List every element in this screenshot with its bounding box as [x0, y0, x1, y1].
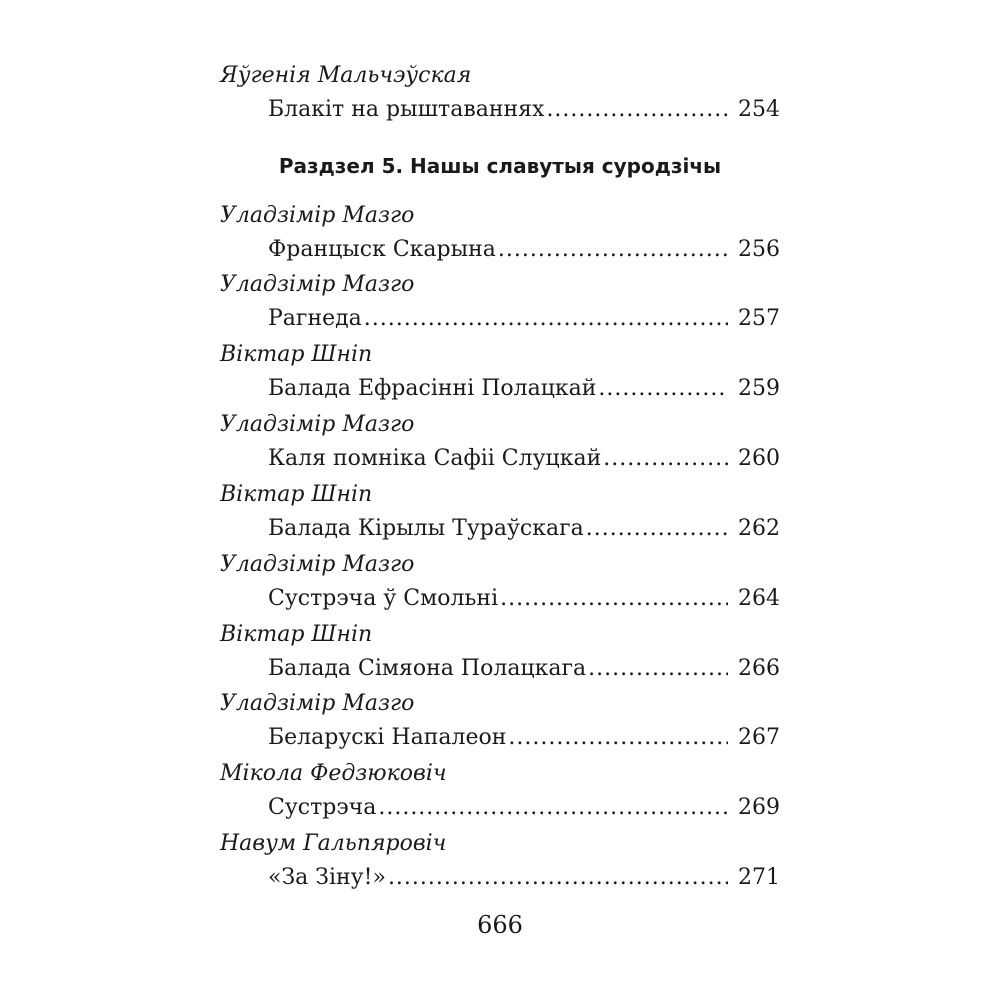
toc-author: Уладзімір Мазго [220, 412, 415, 437]
toc-author: Уладзімір Мазго [220, 691, 415, 716]
toc-title: Блакіт на рыштаваннях [268, 97, 545, 122]
toc-entry [268, 864, 780, 892]
toc-title: Балада Кірылы Тураўскага [268, 516, 584, 541]
toc-page-number: 256 [738, 237, 780, 262]
toc-author: Мікола Федзюковіч [220, 761, 447, 786]
toc-entry [268, 724, 780, 752]
toc-entry [268, 236, 780, 264]
toc-title: Францыск Скарына [268, 237, 496, 262]
toc-entry [268, 794, 780, 822]
toc-page-number: 266 [738, 656, 780, 681]
toc-title: «За Зіну!» [268, 865, 386, 890]
toc-page-number: 254 [738, 97, 780, 122]
toc-page-number: 262 [738, 516, 780, 541]
toc-author: Уладзімір Мазго [220, 552, 415, 577]
toc-title: Каля помніка Сафіі Слуцкай [268, 446, 602, 471]
toc-leader-dots [546, 96, 728, 124]
toc-author: Уладзімір Мазго [220, 203, 415, 228]
toc-page-number: 271 [738, 865, 780, 890]
toc-title: Рагнеда [268, 306, 362, 331]
toc-title: Сустрэча ў Смольні [268, 586, 499, 611]
toc-leader-dots [598, 375, 728, 403]
toc-author: Віктар Шніп [220, 482, 373, 507]
toc-entry [268, 96, 780, 124]
toc-author: Віктар Шніп [220, 622, 373, 647]
toc-page-number: 264 [738, 586, 780, 611]
toc-leader-dots [364, 305, 728, 333]
toc-title: Сустрэча [268, 795, 377, 820]
toc-page-number: 259 [738, 376, 780, 401]
toc-title: Балада Ефрасінні Полацкай [268, 376, 597, 401]
toc-page-number: 269 [738, 795, 780, 820]
toc-author: Навум Гальпяровіч [220, 831, 447, 856]
toc-entry [268, 655, 780, 683]
toc-page-number: 267 [738, 725, 780, 750]
toc-title: Беларускі Напалеон [268, 725, 507, 750]
toc-title: Балада Сімяона Полацкага [268, 656, 587, 681]
toc-page-number: 260 [738, 446, 780, 471]
toc-author: Віктар Шніп [220, 342, 373, 367]
toc-leader-dots [378, 794, 728, 822]
toc-author: Уладзімір Мазго [220, 272, 415, 297]
toc-entry [268, 445, 780, 473]
toc-leader-dots [586, 515, 728, 543]
toc-leader-dots [498, 236, 728, 264]
toc-leader-dots [588, 655, 728, 683]
toc-author: Яўгенія Мальчэўская [220, 63, 472, 88]
toc-leader-dots [388, 864, 728, 892]
toc-leader-dots [603, 445, 728, 473]
toc-leader-dots [500, 585, 728, 613]
toc-leader-dots [508, 724, 728, 752]
toc-entry [268, 515, 780, 543]
toc-entry [268, 305, 780, 333]
section-heading: Раздзел 5. Нашы славутыя суродзічы [278, 154, 722, 178]
toc-page-number: 257 [738, 306, 780, 331]
toc-entry [268, 375, 780, 403]
page-number: 666 [477, 911, 523, 939]
toc-entry [268, 585, 780, 613]
